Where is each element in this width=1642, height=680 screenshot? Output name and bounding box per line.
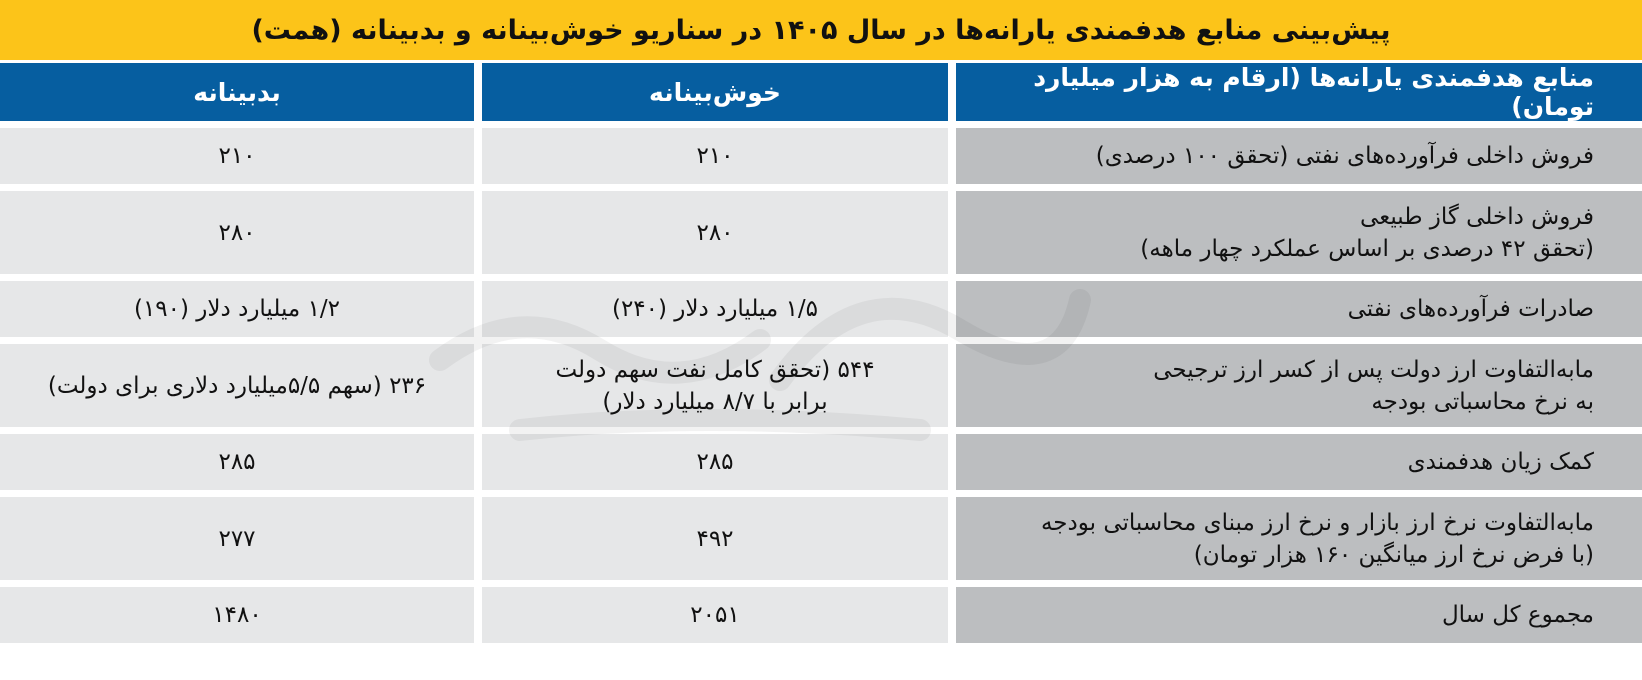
- pessimistic-value-line: ۲۱۰: [218, 143, 256, 169]
- subsidy-resources-table: [0, 56, 1642, 650]
- optimistic-value: [474, 587, 948, 643]
- header-optimistic: خوش‌بینانه: [474, 63, 948, 121]
- table-title: [0, 0, 1642, 60]
- row-label: [948, 128, 1642, 184]
- row-label-line: کمک زیان هدفمندی: [1407, 449, 1594, 475]
- row-label-line: (تحقق ۴۲ درصدی بر اساس عملکرد چهار ماهه): [1140, 235, 1594, 262]
- table-title-text: پیش‌بینی منابع هدفمندی یارانه‌ها در سال ۱۴۰۵ در سناریو خوش‌بینانه و بدبینانه (همت): [251, 14, 1391, 46]
- optimistic-value: [474, 128, 948, 184]
- row-label: [948, 434, 1642, 490]
- row-label-line: مجموع کل سال: [1441, 602, 1594, 628]
- header-pessimistic: بدبینانه: [0, 63, 474, 121]
- header-row: [0, 63, 1642, 121]
- row-label: [948, 281, 1642, 337]
- row-label: [948, 497, 1642, 580]
- table-row: [0, 344, 1642, 427]
- pessimistic-value: [0, 497, 474, 580]
- optimistic-value-line: برابر با ۸/۷ میلیارد دلار): [602, 388, 828, 415]
- pessimistic-value-line: ۲۳۶ (سهم ۵/۵میلیارد دلاری برای دولت): [47, 372, 427, 399]
- pessimistic-value: [0, 587, 474, 643]
- row-label-line: صادرات فرآورده‌های نفتی: [1347, 296, 1594, 322]
- pessimistic-value-line: ۱۴۸۰: [212, 602, 262, 628]
- pessimistic-value-line: ۲۸۵: [218, 449, 256, 475]
- subsidy-resources-table-container: [0, 63, 1642, 650]
- pessimistic-value: [0, 281, 474, 337]
- table-row: [0, 434, 1642, 490]
- row-label-line: به نرخ محاسباتی بودجه: [1371, 388, 1594, 415]
- row-label-line: (با فرض نرخ ارز میانگین ۱۶۰ هزار تومان): [1193, 541, 1594, 568]
- row-label-line: مابه‌التفاوت ارز دولت پس از کسر ارز ترجیحی: [1153, 356, 1594, 383]
- optimistic-value: [474, 281, 948, 337]
- optimistic-value: [474, 344, 948, 427]
- pessimistic-value: [0, 128, 474, 184]
- row-label-line: فروش داخلی گاز طبیعی: [1360, 203, 1594, 230]
- pessimistic-value-line: ۲۸۰: [218, 219, 256, 246]
- optimistic-value-line: ۱/۵ میلیارد دلار (۲۴۰): [611, 296, 819, 322]
- table-row: [0, 191, 1642, 274]
- row-label-line: فروش داخلی فرآورده‌های نفتی (تحقق ۱۰۰ درصدی): [1095, 143, 1594, 169]
- optimistic-value: [474, 191, 948, 274]
- row-label: [948, 191, 1642, 274]
- pessimistic-value: [0, 344, 474, 427]
- table-row: [0, 281, 1642, 337]
- pessimistic-value: [0, 191, 474, 274]
- optimistic-value-line: ۲۱۰: [696, 143, 734, 169]
- table-row-total: [0, 587, 1642, 643]
- pessimistic-value: [0, 434, 474, 490]
- table-row: [0, 128, 1642, 184]
- pessimistic-value-line: ۲۷۷: [218, 525, 256, 552]
- optimistic-value: [474, 497, 948, 580]
- optimistic-value: [474, 434, 948, 490]
- optimistic-value-line: ۵۴۴ (تحقق کامل نفت سهم دولت: [555, 356, 875, 383]
- optimistic-value-line: ۲۸۰: [696, 219, 734, 246]
- header-label: منابع هدفمندی یارانه‌ها (ارقام به هزار میلیارد تومان): [948, 63, 1642, 121]
- row-label: [948, 344, 1642, 427]
- optimistic-value-line: ۴۹۲: [696, 525, 734, 552]
- optimistic-value-line: ۲۸۵: [696, 449, 734, 475]
- pessimistic-value-line: ۱/۲ میلیارد دلار (۱۹۰): [133, 296, 341, 322]
- table-row: [0, 497, 1642, 580]
- row-label: [948, 587, 1642, 643]
- row-label-line: مابه‌التفاوت نرخ ارز بازار و نرخ ارز مبنای محاسباتی بودجه: [1040, 509, 1594, 536]
- optimistic-value-line: ۲۰۵۱: [690, 602, 740, 628]
